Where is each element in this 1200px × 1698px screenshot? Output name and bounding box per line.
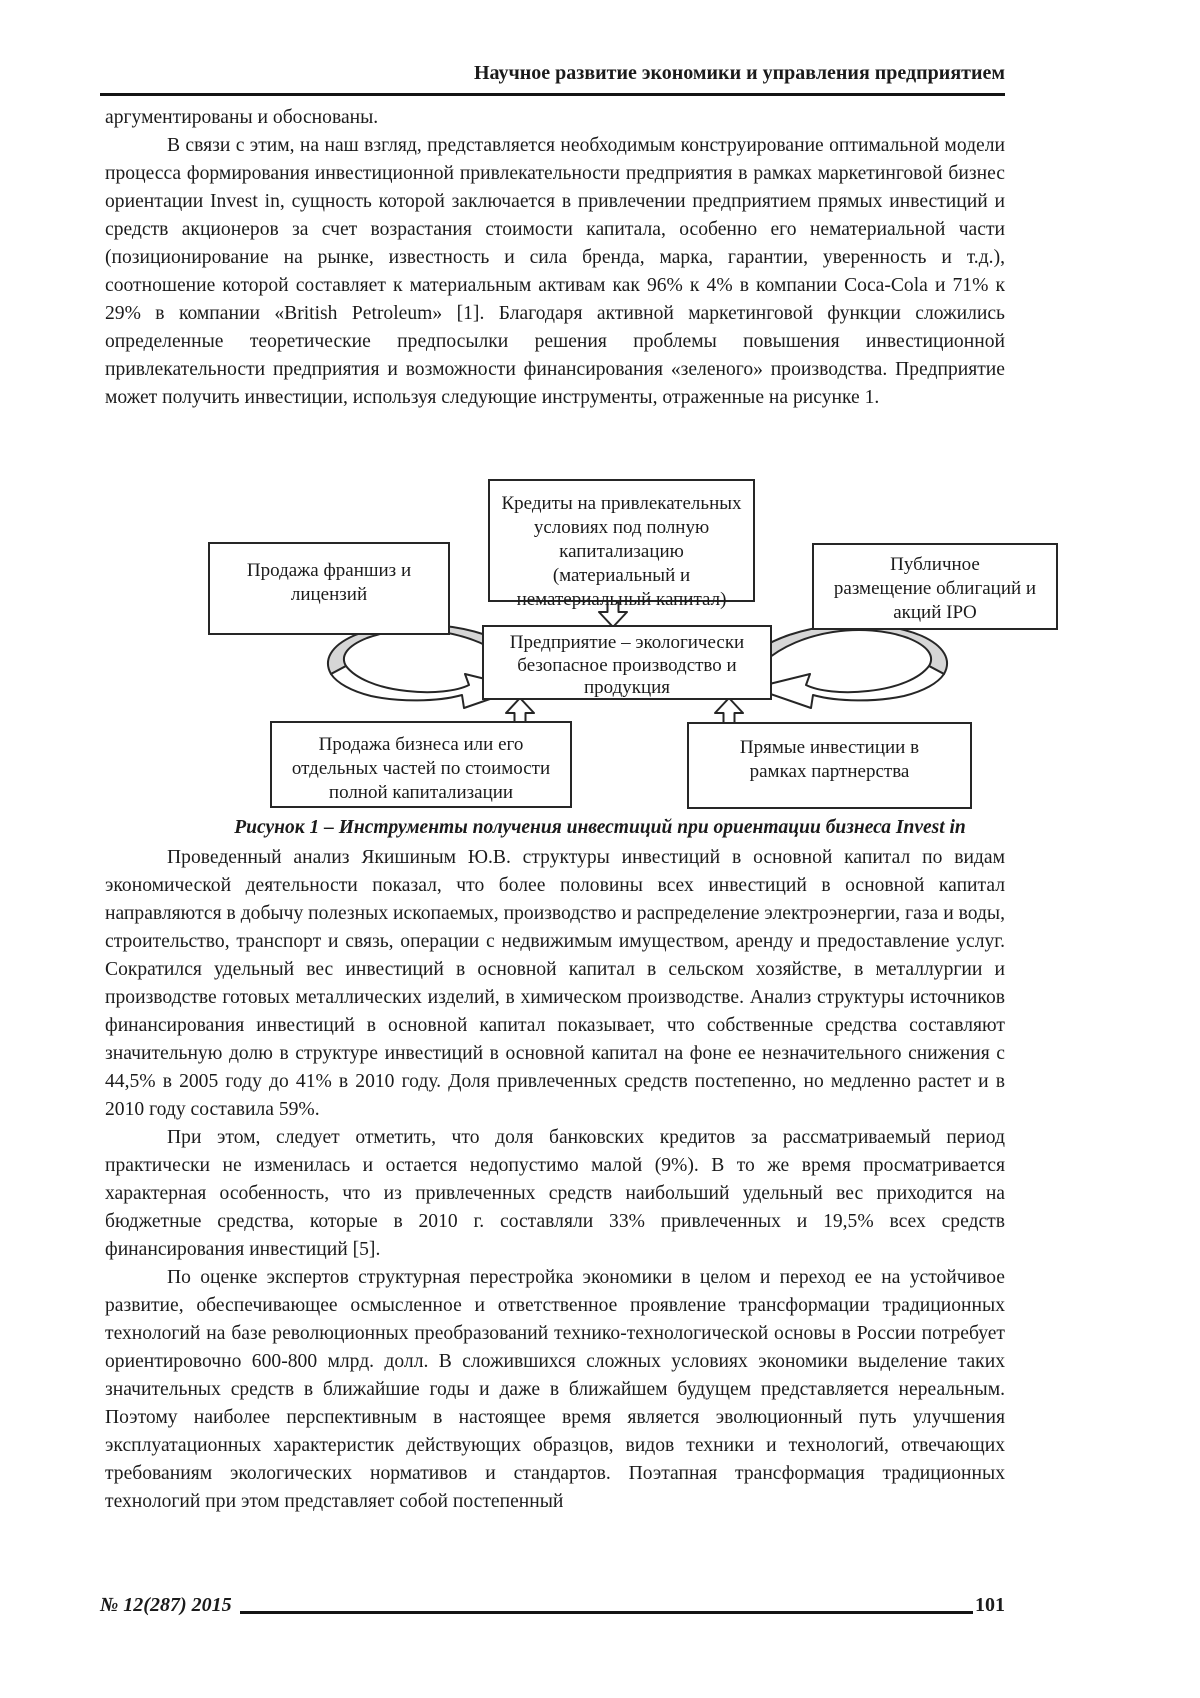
figure-box-line: отдельных частей по стоимости: [291, 758, 551, 779]
journal-issue: № 12(287) 2015: [100, 1594, 232, 1616]
figure-box-line: нематериальный капитал): [516, 589, 727, 610]
figure-box-line: Продажа бизнеса или его: [318, 734, 524, 755]
paragraph: аргументированы и обоснованы.: [105, 107, 379, 128]
figure-1-diagram: [0, 445, 1200, 845]
page-footer: [100, 1594, 1005, 1617]
figure-box-franchise-sale: [208, 542, 450, 635]
figure-box-line: полной капитализации: [328, 782, 514, 803]
figure-box-line: (материальный и: [552, 565, 691, 586]
figure-box-line: условиях под полную: [533, 517, 710, 538]
figure-box-line: Продажа франшиз и: [246, 560, 412, 581]
figure-box-public-offering: [812, 543, 1058, 630]
figure-box-line: Публичное: [890, 554, 980, 575]
text-column-bottom: [105, 844, 1005, 1516]
footer-rule: [240, 1610, 973, 1614]
text-column-top: [105, 104, 1005, 412]
figure-box-line: капитализацию: [559, 541, 684, 562]
up-block-arrow-icon: [711, 697, 747, 725]
figure-box-line: акций IPO: [893, 602, 977, 623]
figure-box-business-sale: [270, 721, 572, 808]
figure-box-line: Предприятие – экологически: [509, 632, 745, 653]
figure-box-line: Прямые инвестиции в: [739, 737, 920, 758]
figure-box-line: безопасное производство и: [517, 654, 737, 676]
figure-box-enterprise: [482, 625, 772, 700]
figure-box-line: продукция: [583, 677, 671, 698]
figure-box-direct-investment: [687, 722, 972, 809]
page-number: 101: [975, 1594, 1005, 1616]
paragraph: При этом, следует отметить, что доля банковских кредитов за рассматриваемый период практически не изменилась и остается недопустимо малой (9%). В то же время просматривается характерная особенность, что из привлеченных средств наибольший удельный вес приходится на бюджетные средства, которые в 2010 г. составляли 33% привлеченных и 19,5% всех средств финансирования инвестиций [5].: [105, 1127, 1005, 1260]
figure-caption: Рисунок 1 – Инструменты получения инвестиций при ориентации бизнеса Invest in: [234, 817, 966, 838]
figure-box-line: размещение облигаций и: [833, 578, 1037, 599]
paragraph: В связи с этим, на наш взгляд, представляется необходимым конструирование оптимальной модели процесса формирования инвестиционной привлекательности предприятия в рамках маркетинговой бизнес ориентации Invest in, сущность которой заключается в привлечении предприятием прямых инвестиций и средств акционеров за счет возрастания стоимости капитала, особенно его нематериальной части (позиционирование на рынке, известность и сила бренда, марка, гарантии, уверенность и т.д.), соотношение которой составляет к материальным активам как 96% к 4% в компании Coca-Cola и 71% к 29% в компании «British Petroleum» [1]. Благодаря активной маркетинговой функции сложились определенные теоретические предпосылки решения проблемы повышения инвестиционной привлекательности предприятия и возможности финансирования «зеленого» производства. Предприятие может получить инвестиции, используя следующие инструменты, отраженные на рисунке 1.: [105, 135, 1005, 408]
figure-box-line: Кредиты на привлекательных: [501, 493, 742, 514]
figure-box-line: рамках партнерства: [749, 761, 910, 782]
figure-box-credit-terms: [488, 479, 755, 610]
paragraph: По оценке экспертов структурная перестройка экономики в целом и переход ее на устойчивое развитие, обеспечивающее осмысленное и ответственное проявление трансформации традиционных технологий на базе революционных преобразований технико-технологической основы в России потребует ориентировочно 600-800 млрд. долл. В сложившихся сложных условиях экономики выделение таких значительных средств в ближайшие годы и даже в ближайшем будущем представляется нереальным. Поэтому наиболее перспективным в настоящее время является эволюционный путь улучшения эксплуатационных характеристик действующих образцов, видов техники и технологий, отвечающих требованиям экологических нормативов и стандартов. Поэтапная трансформация традиционных технологий при этом представляет собой постепенный: [105, 1267, 1005, 1512]
figure-box-line: лицензий: [290, 584, 368, 605]
paragraph: Проведенный анализ Якишиным Ю.В. структуры инвестиций в основной капитал по видам экономической деятельности показал, что более половины всех инвестиций в основной капитал направляются в добычу полезных ископаемых, производство и распределение электроэнергии, газа и воды, строительство, транспорт и связь, операции с недвижимым имуществом, аренду и предоставление услуг. Сократился удельный вес инвестиций в основной капитал в сельском хозяйстве, в металлургии и производстве готовых металлических изделий, в химическом производстве. Анализ структуры источников финансирования инвестиций в основной капитал показывает, что собственные средства составляют значительную долю в структуре инвестиций в основной капитал на фоне ее незначительного снижения с 44,5% в 2005 году до 41% в 2010 году. Доля привлеченных средств постепенно, но медленно растет и в 2010 году составила 59%.: [105, 847, 1005, 1120]
running-head: Научное развитие экономики и управления предприятием: [100, 60, 1005, 96]
